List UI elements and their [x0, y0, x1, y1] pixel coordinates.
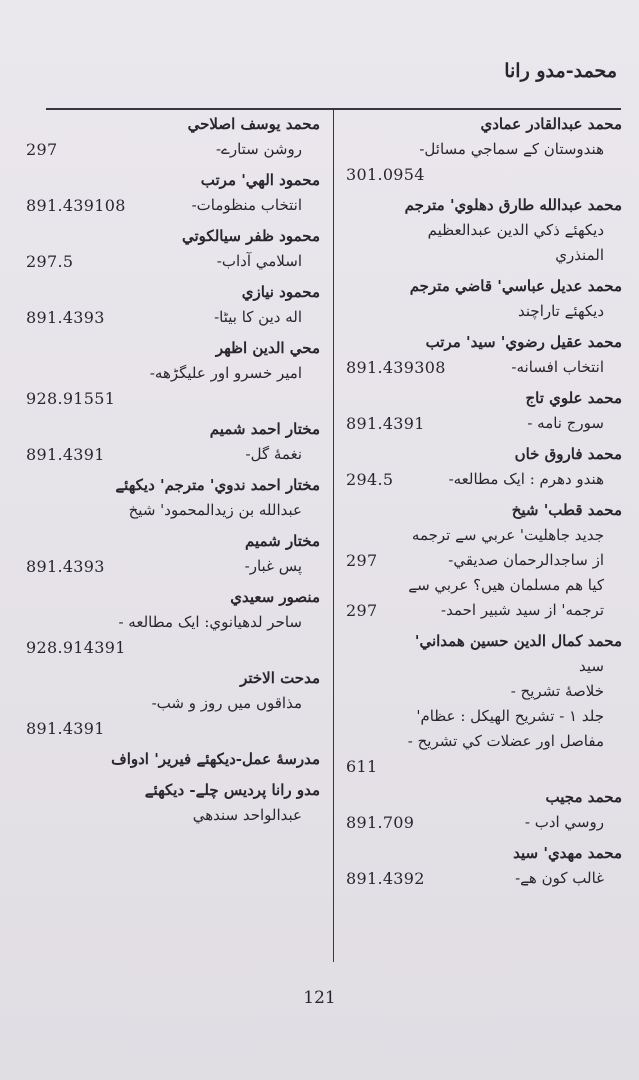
catalog-line	[20, 361, 320, 386]
catalog-line	[20, 529, 320, 554]
author-name: محمد عبدالقادر عمادي	[480, 115, 622, 133]
catalog-line	[20, 417, 320, 442]
book-title: ساحر لدهيانوي: ايک مطالعه -	[118, 613, 302, 631]
classification-number: 297	[346, 601, 378, 620]
catalog-line	[340, 785, 622, 810]
right-column	[340, 112, 622, 891]
author-name: محمد عقيل رضوي' سيد' مرتب	[425, 333, 622, 351]
author-name: محمد کمال الدين حسين همداني'	[414, 632, 622, 650]
catalog-line	[20, 249, 320, 274]
book-title: انتخاب منظومات-	[191, 196, 302, 214]
catalog-line	[20, 778, 320, 803]
book-title: المنذري	[555, 246, 604, 264]
catalog-line	[20, 386, 320, 411]
catalog-line	[340, 137, 622, 162]
catalog-line	[340, 704, 622, 729]
author-name: مختار شميم	[244, 532, 320, 550]
author-name: محمد فاروق خاں	[514, 445, 622, 463]
catalog-line	[340, 573, 622, 598]
column-divider	[333, 110, 334, 962]
catalog-line	[340, 218, 622, 243]
catalog-line	[20, 691, 320, 716]
running-header: محمد-مدو رانا	[504, 60, 617, 82]
book-title: روشن ستارے-	[215, 140, 302, 158]
author-name: محمود الهي' مرتب	[200, 171, 320, 189]
author-name: محمد مهدي' سيد	[513, 844, 622, 862]
book-title: غالب کون هے-	[515, 869, 604, 887]
author-name: مدو رانا پرديس چلے- ديکهئے	[144, 781, 320, 799]
catalog-line	[20, 498, 320, 523]
author-name: محمد قطب' شيخ	[511, 501, 622, 519]
catalog-line	[340, 810, 622, 835]
page-number: 121	[303, 988, 336, 1008]
catalog-line	[340, 386, 622, 411]
catalog-line	[20, 224, 320, 249]
catalog-line	[340, 498, 622, 523]
book-title: پس غبار-	[244, 557, 302, 575]
book-title: هندوستان کے سماجي مسائل-	[419, 140, 604, 158]
catalog-line	[20, 747, 320, 772]
classification-number: 297	[346, 551, 378, 570]
author-name: مختار احمد ندوي' مترجم' ديکهئے	[115, 476, 320, 494]
catalog-line	[20, 137, 320, 162]
catalog-line	[340, 523, 622, 548]
book-title: عبدالواحد سندهي	[192, 806, 302, 824]
book-title: هندو دهرم : ايک مطالعه-	[448, 470, 604, 488]
catalog-line	[20, 554, 320, 579]
catalog-line	[340, 411, 622, 436]
catalog-line	[20, 193, 320, 218]
catalog-line	[340, 243, 622, 268]
catalog-line	[340, 112, 622, 137]
book-title: امير خسرو اور عليگڑهه-	[149, 364, 302, 382]
classification-number: 928.91551	[26, 389, 116, 408]
author-name: محمد مجيب	[545, 788, 622, 806]
catalog-line	[20, 336, 320, 361]
classification-number: 297.5	[26, 252, 74, 271]
classification-number: 301.0954	[346, 165, 425, 184]
classification-number: 297	[26, 140, 58, 159]
book-title: جلد ۱ - تشريح الهيکل : عظام'	[416, 707, 604, 725]
catalog-line	[20, 305, 320, 330]
author-name: محمد يوسف اصلاحي	[187, 115, 320, 133]
classification-number: 891.4393	[26, 308, 105, 327]
classification-number: 891.4391	[26, 719, 105, 738]
book-title: ديکهئے تاراچند	[518, 302, 604, 320]
catalog-line	[340, 355, 622, 380]
catalog-line	[340, 866, 622, 891]
classification-number: 891.439308	[346, 358, 446, 377]
book-title: انتخاب افسانه-	[511, 358, 604, 376]
book-title: ديکهئے ذکي الدين عبدالعظيم	[427, 221, 604, 239]
author-name: محي الدين اظهر	[215, 339, 320, 357]
catalog-line	[340, 442, 622, 467]
book-title: کيا هم مسلمان هيں؟ عربي سے	[408, 576, 604, 594]
catalog-line	[340, 754, 622, 779]
book-title: سيد	[579, 657, 604, 675]
left-column	[20, 112, 320, 828]
classification-number: 294.5	[346, 470, 394, 489]
author-name: مدرسۀ عمل-ديکهئے فيرير' ادواف	[111, 750, 320, 768]
catalog-line	[20, 168, 320, 193]
classification-number: 891.4391	[26, 445, 105, 464]
classification-number: 891.4392	[346, 869, 425, 888]
classification-number: 611	[346, 757, 378, 776]
author-name: مختار احمد شميم	[209, 420, 320, 438]
book-title: جديد جاهليت' عربي سے ترجمه	[411, 526, 604, 544]
catalog-line	[340, 629, 622, 654]
catalog-line	[340, 274, 622, 299]
book-title: اله دين کا بيٹا-	[214, 308, 302, 326]
catalog-line	[340, 679, 622, 704]
classification-number: 891.4391	[346, 414, 425, 433]
book-title: از ساجدالرحمان صديقي-	[448, 551, 604, 569]
catalog-line	[340, 467, 622, 492]
book-title: روسي ادب -	[524, 813, 604, 831]
catalog-line	[340, 598, 622, 623]
book-title: ترجمه' از سيد شبير احمد-	[441, 601, 604, 619]
author-name: مدحت الاختر	[240, 669, 320, 687]
book-title: سورج نامه -	[527, 414, 604, 432]
book-title: مذاقوں ميں روز و شب-	[151, 694, 302, 712]
catalog-line	[340, 729, 622, 754]
book-title: خلاصۀ تشريح -	[510, 682, 604, 700]
catalog-line	[20, 666, 320, 691]
catalog-line	[340, 162, 622, 187]
catalog-line	[20, 803, 320, 828]
author-name: محمود ظفر سيالکوتي	[181, 227, 320, 245]
catalog-line	[340, 841, 622, 866]
book-title: مفاصل اور عضلات کي تشريح -	[407, 732, 604, 750]
book-title: اسلامي آداب-	[216, 252, 302, 270]
catalog-line	[20, 716, 320, 741]
author-name: محمد عديل عباسي' قاضي مترجم	[409, 277, 622, 295]
author-name: منصور سعيدي	[230, 588, 320, 606]
catalog-line	[340, 654, 622, 679]
catalog-line	[20, 112, 320, 137]
catalog-line	[20, 280, 320, 305]
book-title: عبدالله بن زيدالمحمود' شيخ	[128, 501, 302, 519]
classification-number: 928.914391	[26, 638, 126, 657]
catalog-line	[20, 635, 320, 660]
classification-number: 891.439108	[26, 196, 126, 215]
catalog-line	[20, 442, 320, 467]
catalog-line	[340, 330, 622, 355]
author-name: محمد علوي تاج	[525, 389, 622, 407]
author-name: محمود نيازي	[241, 283, 320, 301]
catalog-line	[20, 610, 320, 635]
catalog-line	[340, 193, 622, 218]
classification-number: 891.709	[346, 813, 415, 832]
catalog-line	[340, 548, 622, 573]
book-title: نغمۀ گل-	[245, 445, 302, 463]
classification-number: 891.4393	[26, 557, 105, 576]
catalog-line	[20, 585, 320, 610]
catalog-line	[20, 473, 320, 498]
author-name: محمد عبدالله طارق دهلوي' مترجم	[404, 196, 622, 214]
catalog-line	[340, 299, 622, 324]
